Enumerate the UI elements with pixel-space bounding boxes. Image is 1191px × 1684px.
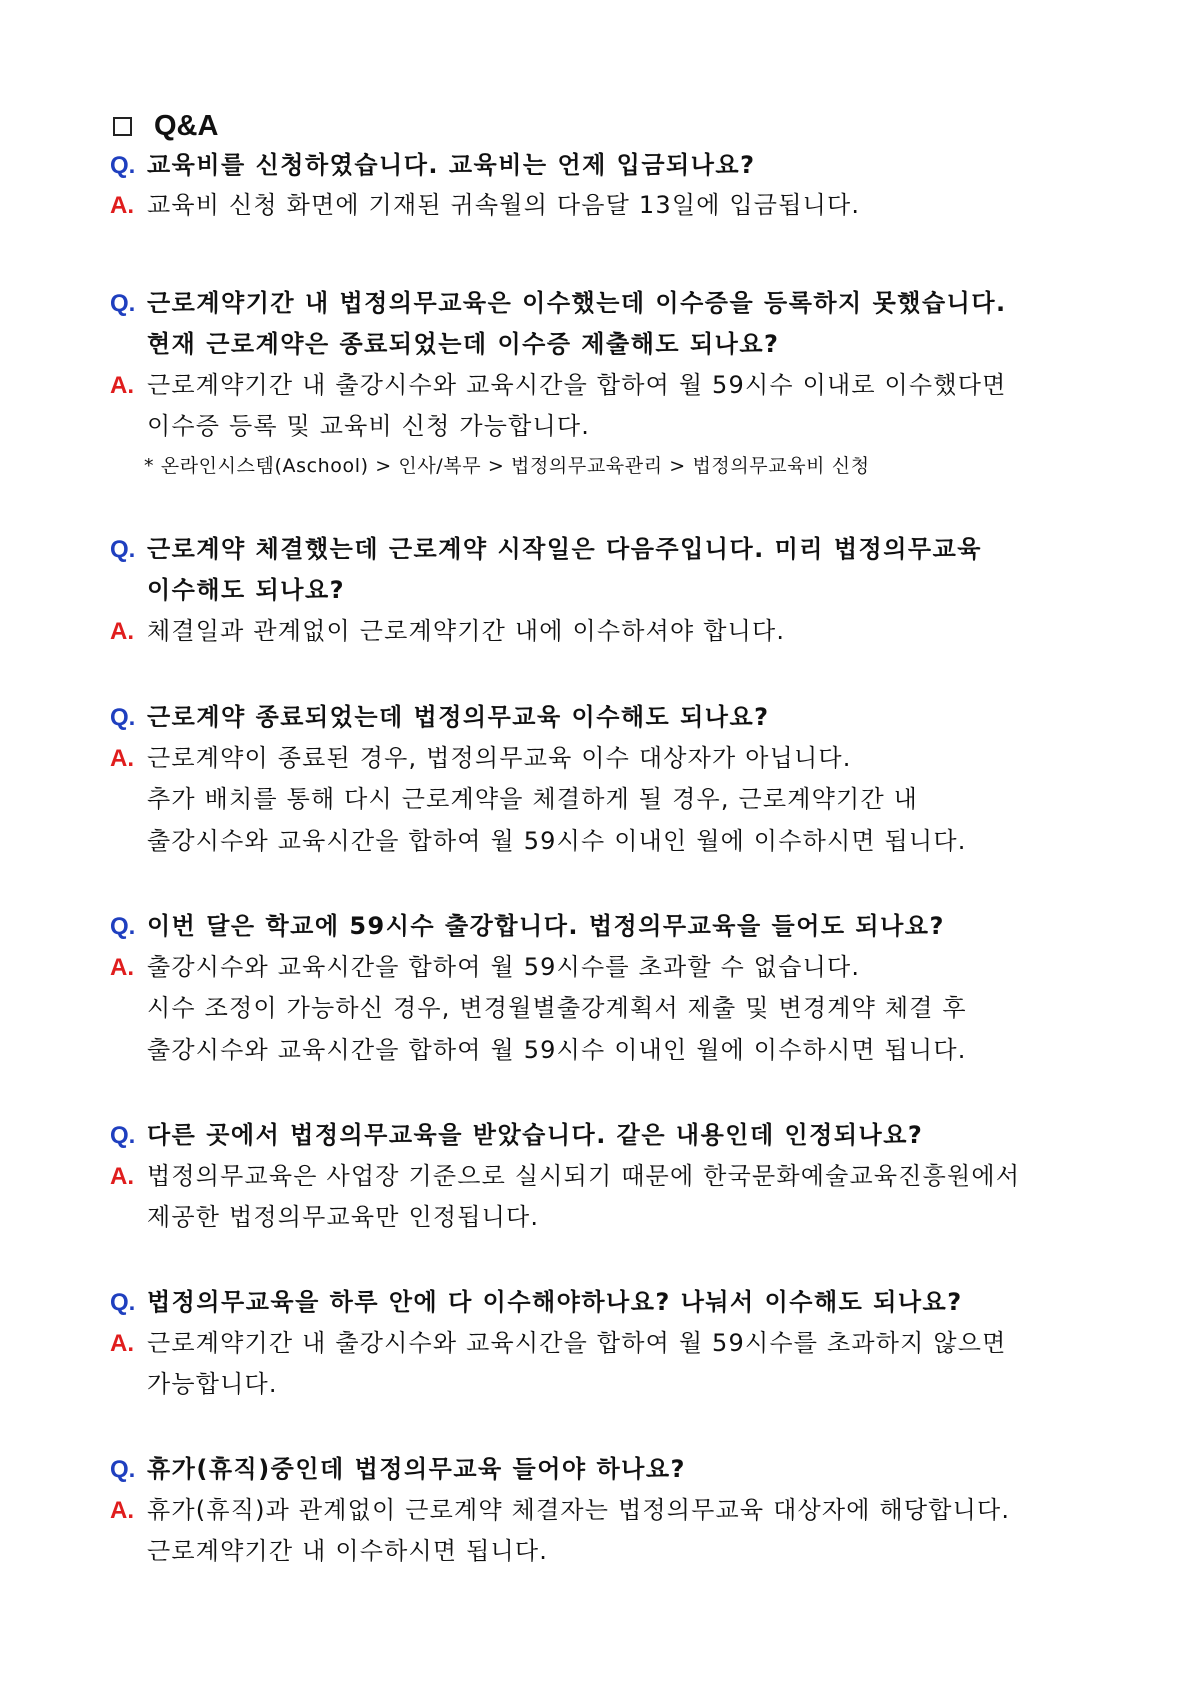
answer-line [110,1202,539,1232]
question-marker: Q. [110,704,136,731]
answer-line [110,1035,967,1065]
question-marker: Q. [110,536,136,563]
question-line [110,1287,963,1318]
answer-text: 체결일과 관계없이 근로계약기간 내에 이수하셔야 합니다. [147,617,786,645]
answer-text: 근로계약이 종료된 경우, 법정의무교육 이수 대상자가 아닙니다. [147,744,852,772]
question-marker: Q. [110,913,136,940]
answer-text: 근로계약기간 내 출강시수와 교육시간을 합하여 월 59시수 이내로 이수했다면 [147,371,1007,399]
answer-line [110,1328,1006,1359]
answer-marker: A. [110,1497,134,1524]
question-line [110,1120,923,1151]
question-marker: Q. [110,152,136,179]
question-text: 휴가(휴직)중인데 법정의무교육 들어야 하나요? [147,1455,686,1483]
answer-line [110,411,590,441]
answer-line [110,1369,278,1399]
answer-text: 출강시수와 교육시간을 합하여 월 59시수를 초과할 수 없습니다. [147,953,861,981]
question-line [110,329,779,359]
question-line [110,1454,686,1485]
answer-line [110,616,785,647]
question-line [110,702,770,733]
question-text: 이수해도 되나요? [147,576,346,604]
question-text: 법정의무교육을 하루 안에 다 이수해야하나요? 나눠서 이수해도 되나요? [147,1288,963,1316]
answer-line [110,190,860,221]
answer-text: 시수 조정이 가능하신 경우, 변경월별출강계획서 제출 및 변경계약 체결 후 [147,994,967,1022]
answer-marker: A. [110,1163,134,1190]
question-line [110,534,982,565]
answer-line [110,1536,548,1566]
answer-marker: A. [110,372,134,399]
answer-line [110,743,852,774]
section-title: Q&A [154,109,219,142]
answer-text: 근로계약기간 내 출강시수와 교육시간을 합하여 월 59시수를 초과하지 않으면 [147,1329,1007,1357]
answer-text: 추가 배치를 통해 다시 근로계약을 체결하게 될 경우, 근로계약기간 내 [147,785,919,813]
answer-text: 가능합니다. [147,1370,278,1398]
answer-line [110,1161,1020,1192]
question-marker: Q. [110,1456,136,1483]
question-text: 다른 곳에서 법정의무교육을 받았습니다. 같은 내용인데 인정되나요? [147,1121,924,1149]
question-line [110,575,345,605]
question-text: 이번 달은 학교에 59시수 출강합니다. 법정의무교육을 들어도 되나요? [147,912,945,940]
question-line [110,911,945,942]
answer-text: 제공한 법정의무교육만 인정됩니다. [147,1203,540,1231]
answer-marker: A. [110,954,134,981]
question-text: 교육비를 신청하였습니다. 교육비는 언제 입금되나요? [147,151,756,179]
question-text: 근로계약 체결했는데 근로계약 시작일은 다음주입니다. 미리 법정의무교육 [147,535,982,563]
answer-line [110,370,1006,401]
section-heading [113,108,218,144]
question-text: 현재 근로계약은 종료되었는데 이수증 제출해도 되나요? [147,330,780,358]
answer-text: 법정의무교육은 사업장 기준으로 실시되기 때문에 한국문화예술교육진흥원에서 [147,1162,1021,1190]
answer-text: 휴가(휴직)과 관계없이 근로계약 체결자는 법정의무교육 대상자에 해당합니다. [147,1496,1011,1524]
question-text: 근로계약기간 내 법정의무교육은 이수했는데 이수증을 등록하지 못했습니다. [147,289,1007,317]
question-marker: Q. [110,1289,136,1316]
answer-line [110,784,918,814]
question-line [110,150,756,181]
answer-line [110,993,967,1023]
question-line [110,288,1007,319]
answer-line [110,826,967,856]
answer-text: 근로계약기간 내 이수하시면 됩니다. [147,1537,549,1565]
answer-marker: A. [110,618,134,645]
answer-line [110,1495,1010,1526]
question-text: 근로계약 종료되었는데 법정의무교육 이수해도 되나요? [147,703,770,731]
answer-text: 이수증 등록 및 교육비 신청 가능합니다. [147,412,591,440]
answer-marker: A. [110,745,134,772]
answer-marker: A. [110,192,134,219]
question-marker: Q. [110,1122,136,1149]
answer-text: 교육비 신청 화면에 기재된 귀속월의 다음달 13일에 입금됩니다. [147,191,861,219]
answer-text: 출강시수와 교육시간을 합하여 월 59시수 이내인 월에 이수하시면 됩니다. [147,1036,967,1064]
question-marker: Q. [110,290,136,317]
checkbox-square-icon [113,117,132,136]
answer-text: 출강시수와 교육시간을 합하여 월 59시수 이내인 월에 이수하시면 됩니다. [147,827,967,855]
answer-line [110,952,860,983]
answer-marker: A. [110,1330,134,1357]
answer-note: * 온라인시스템(Aschool) > 인사/복무 > 법정의무교육관리 > 법정의무교육비 신청 [144,455,870,477]
